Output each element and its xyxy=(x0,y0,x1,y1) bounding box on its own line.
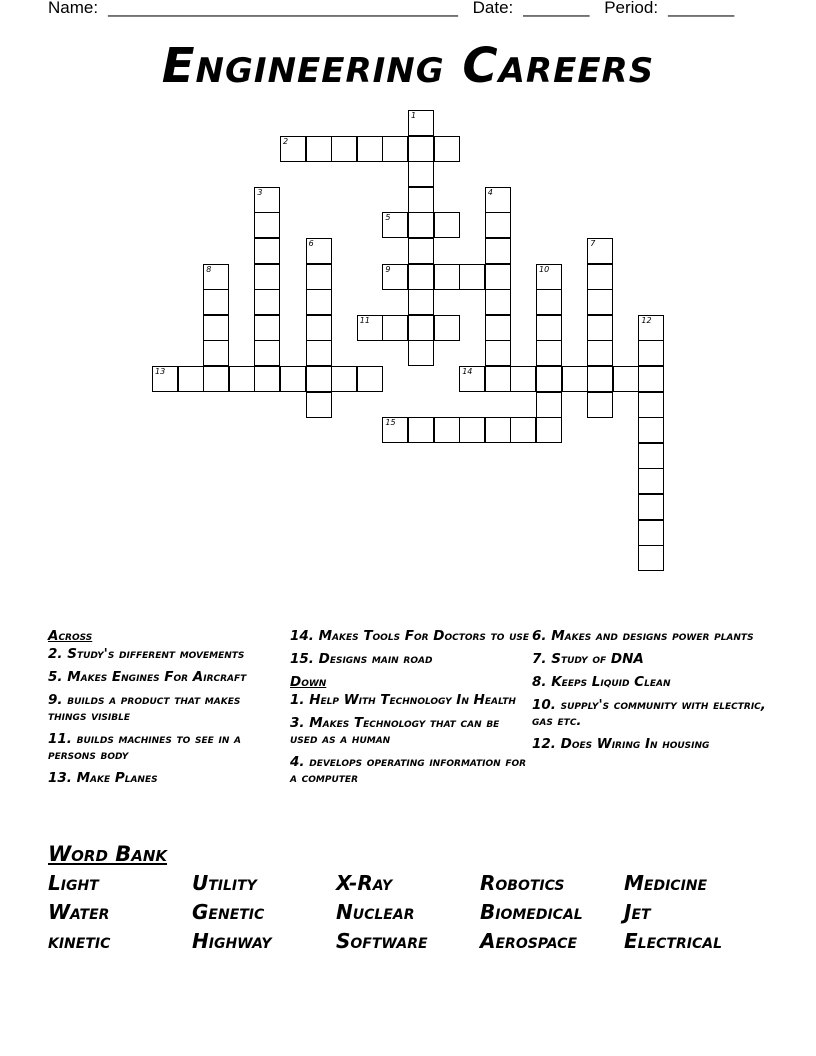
clue-number: 2 xyxy=(283,136,289,146)
crossword-cell[interactable] xyxy=(536,289,562,315)
crossword-cell[interactable] xyxy=(382,264,408,290)
crossword-cell[interactable] xyxy=(536,366,562,392)
crossword-cell[interactable] xyxy=(254,340,280,366)
word-bank-word: Robotics xyxy=(480,871,565,895)
crossword-cell[interactable] xyxy=(357,315,383,341)
crossword-cell[interactable] xyxy=(254,238,280,264)
crossword-cell[interactable] xyxy=(408,187,434,213)
crossword-cell[interactable] xyxy=(638,315,664,341)
crossword-cell[interactable] xyxy=(229,366,255,392)
crossword-cell[interactable] xyxy=(203,340,229,366)
crossword-cell[interactable] xyxy=(459,366,485,392)
crossword-cell[interactable] xyxy=(587,264,613,290)
clue-number: 9 xyxy=(385,264,391,274)
crossword-cell[interactable] xyxy=(638,340,664,366)
crossword-cell[interactable] xyxy=(485,315,511,341)
crossword-cell[interactable] xyxy=(638,520,664,546)
word-bank xyxy=(48,872,778,953)
name-label: Name: xyxy=(48,0,99,17)
crossword-cell[interactable] xyxy=(382,212,408,238)
date-label: Date: xyxy=(472,0,514,17)
crossword-cell[interactable] xyxy=(485,264,511,290)
crossword-cell[interactable] xyxy=(331,136,357,162)
crossword-cell[interactable] xyxy=(254,289,280,315)
crossword-cell[interactable] xyxy=(485,289,511,315)
across-clue-9: 9. builds a product that makes things visible xyxy=(48,692,241,724)
crossword-cell[interactable] xyxy=(254,366,280,392)
word-bank-word: Jet xyxy=(624,900,651,924)
clue-number: 10 xyxy=(539,264,550,274)
crossword-cell[interactable] xyxy=(306,392,332,418)
down-heading: Down xyxy=(290,674,327,690)
crossword-cell[interactable] xyxy=(536,264,562,290)
crossword-cell[interactable] xyxy=(587,289,613,315)
crossword-cell[interactable] xyxy=(485,187,511,213)
name-blank[interactable]: _____________________________________ xyxy=(108,0,458,17)
crossword-cell[interactable] xyxy=(613,366,639,392)
crossword-cell[interactable] xyxy=(434,315,460,341)
crossword-cell[interactable] xyxy=(408,238,434,264)
crossword-cell[interactable] xyxy=(536,315,562,341)
clues-column-2 xyxy=(290,628,530,793)
across-heading: Across xyxy=(48,628,93,644)
crossword-cell[interactable] xyxy=(357,136,383,162)
period-blank[interactable]: _______ xyxy=(668,0,735,17)
crossword-cell[interactable] xyxy=(408,289,434,315)
across-clue-14: 14. Makes Tools For Doctors to use xyxy=(290,628,530,644)
word-bank-word: Aerospace xyxy=(480,929,578,953)
crossword-cell[interactable] xyxy=(306,340,332,366)
word-bank-word: Software xyxy=(336,929,428,953)
word-bank-word: kinetic xyxy=(48,929,111,953)
crossword-cell[interactable] xyxy=(587,238,613,264)
word-bank-word: X-Ray xyxy=(336,871,393,895)
crossword-cell[interactable] xyxy=(536,392,562,418)
crossword-cell[interactable] xyxy=(638,545,664,571)
word-bank-word: Light xyxy=(48,871,99,895)
crossword-cell[interactable] xyxy=(638,494,664,520)
crossword-cell[interactable] xyxy=(562,366,588,392)
crossword-cell[interactable] xyxy=(254,315,280,341)
crossword-cell[interactable] xyxy=(382,417,408,443)
crossword-cell[interactable] xyxy=(434,264,460,290)
crossword-cell[interactable] xyxy=(382,315,408,341)
across-clue-11: 11. builds machines to see in a persons body xyxy=(48,731,242,763)
word-bank-word: Highway xyxy=(192,929,272,953)
crossword-cell[interactable] xyxy=(485,238,511,264)
word-bank-word: Medicine xyxy=(624,871,708,895)
crossword-cell[interactable] xyxy=(536,340,562,366)
crossword-cell[interactable] xyxy=(408,417,434,443)
crossword-cell[interactable] xyxy=(306,264,332,290)
crossword-cell[interactable] xyxy=(254,187,280,213)
crossword-cell[interactable] xyxy=(485,212,511,238)
crossword-cell[interactable] xyxy=(510,417,536,443)
period-label: Period: xyxy=(604,0,659,17)
word-bank-title: Word Bank xyxy=(48,842,168,866)
clue-number: 4 xyxy=(487,187,493,197)
page-title: Engineering Careers xyxy=(161,38,655,94)
crossword-cell[interactable] xyxy=(382,136,408,162)
crossword-cell[interactable] xyxy=(408,161,434,187)
clue-number: 5 xyxy=(385,213,391,223)
crossword-cell[interactable] xyxy=(434,136,460,162)
crossword-cell[interactable] xyxy=(408,110,434,136)
clue-number: 7 xyxy=(590,239,596,248)
crossword-cell[interactable] xyxy=(331,366,357,392)
crossword-cell[interactable] xyxy=(408,264,434,290)
across-clue-5: 5. Makes Engines For Aircraft xyxy=(48,669,247,685)
crossword-cell[interactable] xyxy=(408,136,434,162)
crossword-cell[interactable] xyxy=(152,366,178,392)
clue-number: 3 xyxy=(257,187,263,197)
crossword-cell[interactable] xyxy=(638,417,664,443)
word-bank-word: Biomedical xyxy=(480,900,583,924)
crossword-cell[interactable] xyxy=(203,289,229,315)
crossword-cell[interactable] xyxy=(638,366,664,392)
crossword-cell[interactable] xyxy=(587,366,613,392)
date-blank[interactable]: _______ xyxy=(523,0,590,17)
clues-column-1 xyxy=(48,628,278,793)
crossword-cell[interactable] xyxy=(638,392,664,418)
crossword-cell[interactable] xyxy=(459,264,485,290)
clue-number: 1 xyxy=(411,111,417,120)
clue-number: 14 xyxy=(462,367,473,376)
crossword-cell[interactable] xyxy=(536,417,562,443)
down-clue-1: 1. Help With Technology In Health xyxy=(290,692,516,708)
word-bank-word: Water xyxy=(48,900,110,924)
across-clue-15: 15. Designs main road xyxy=(290,651,433,667)
crossword-cell[interactable] xyxy=(254,212,280,238)
crossword-cell[interactable] xyxy=(357,366,383,392)
crossword-cell[interactable] xyxy=(306,136,332,162)
down-clue-8: 8. Keeps Liquid Clean xyxy=(532,674,671,690)
clue-number: 8 xyxy=(206,264,212,274)
crossword-cell[interactable] xyxy=(306,289,332,315)
down-clue-10: 10. supply's community with electric, gas etc. xyxy=(532,697,766,729)
word-bank-word: Electrical xyxy=(624,929,722,953)
crossword-cell[interactable] xyxy=(638,468,664,494)
down-clue-12: 12. Does Wiring In housing xyxy=(532,736,710,752)
word-bank-word: Genetic xyxy=(192,900,265,924)
crossword-cell[interactable] xyxy=(587,392,613,418)
crossword-cell[interactable] xyxy=(280,366,306,392)
clue-number: 12 xyxy=(641,315,652,325)
crossword-cell[interactable] xyxy=(178,366,204,392)
crossword-cell[interactable] xyxy=(203,366,229,392)
down-clue-4: 4. develops operating information for a computer xyxy=(290,754,527,786)
crossword-cell[interactable] xyxy=(434,212,460,238)
crossword-cell[interactable] xyxy=(459,417,485,443)
crossword-cell[interactable] xyxy=(638,443,664,469)
clue-number: 11 xyxy=(359,315,370,325)
across-clue-13: 13. Make Planes xyxy=(48,770,158,786)
crossword-cell[interactable] xyxy=(408,315,434,341)
crossword-cell[interactable] xyxy=(408,340,434,366)
down-clue-6: 6. Makes and designs power plants xyxy=(532,628,754,644)
crossword-cell[interactable] xyxy=(306,315,332,341)
crossword-cell[interactable] xyxy=(306,366,332,392)
crossword-cell[interactable] xyxy=(434,417,460,443)
crossword-cell[interactable] xyxy=(203,315,229,341)
down-clue-7: 7. Study of DNA xyxy=(532,651,644,667)
clues-column-3 xyxy=(532,628,772,759)
clue-number: 6 xyxy=(308,239,314,248)
clue-number: 13 xyxy=(155,367,166,376)
clue-number: 15 xyxy=(385,418,396,428)
crossword-cell[interactable] xyxy=(485,417,511,443)
crossword-cell[interactable] xyxy=(408,212,434,238)
word-bank-word: Utility xyxy=(192,871,257,895)
word-bank-word: Nuclear xyxy=(336,900,415,924)
across-clue-2: 2. Study's different movements xyxy=(48,646,245,662)
crossword-cell[interactable] xyxy=(485,366,511,392)
crossword-cell[interactable] xyxy=(587,340,613,366)
crossword-cell[interactable] xyxy=(306,238,332,264)
crossword-cell[interactable] xyxy=(510,366,536,392)
down-clue-3: 3. Makes Technology that can be used as a human xyxy=(290,715,500,747)
crossword-cell[interactable] xyxy=(203,264,229,290)
crossword-cell[interactable] xyxy=(587,315,613,341)
crossword-cell[interactable] xyxy=(485,340,511,366)
crossword-cell[interactable] xyxy=(254,264,280,290)
crossword-cell[interactable] xyxy=(280,136,306,162)
